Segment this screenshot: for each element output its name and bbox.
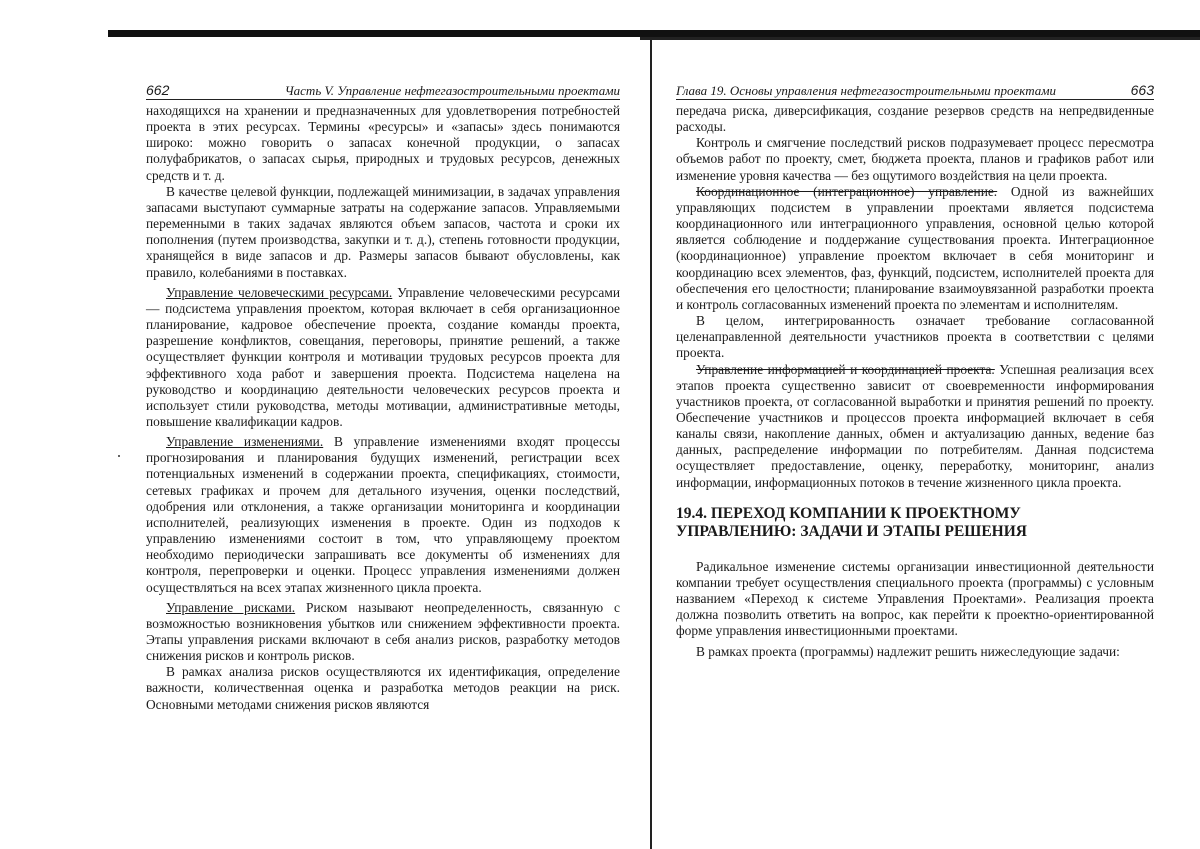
left-running-head [146,82,620,100]
left-page [146,82,620,713]
paragraph: находящихся на хранении и предназначенных для удовлетворения потребностей проекта в этих ресурсах. Термины «ресурсы» и «запасы» здесь понимаются широко: можно говорить о запасах конечной продукции, о запасах полуфабрикатов, о запасах сырья, природных и трудовых ресурсов, денежных средств и т. д. [146,103,620,183]
paragraph: В рамках проекта (программы) надлежит решить нижеследующие задачи: [696,643,1120,659]
scan-speck [118,455,120,457]
scan-top-edge [108,30,1200,37]
right-running-head-title: Глава 19. Основы управления нефтегазостроительными проектами [676,83,1057,98]
right-page-number: 663 [1130,82,1154,98]
right-running-head [676,82,1154,100]
term-heading: Управление изменениями. [166,434,324,450]
book-spine [650,40,652,849]
scan-top-edge-right [640,37,1200,40]
right-page [676,82,1154,660]
term-heading: Координационное (интеграционное) управление. [696,183,998,199]
term-heading: Управление рисками. [166,599,296,615]
paragraph: В целом, интегрированность означает требование согласованной целенаправленной деятельности участников проекта в соответствии с целями проекта. [676,313,1154,361]
paragraph: Управление информацией и координацией проекта. Успешная реализация всех этапов проекта существенно зависит от своевременности информирования участников проекта, от согласованной выработки и принятия решений по проекту. Обеспечение участников и процессов проекта информацией включает в себя каналы связи, накопление данных, обмен и актуализацию данных, ведение баз данных, распределение информации по потребителям. Данная подсистема осуществляет предоставление, оценку, переработку, мониторинг, анализ информации, информационных потоков в течение жизненного цикла проекта. [676,361,1155,490]
paragraph: Управление рисками. Риском называют неопределенность, связанную с возможностью возникновения убытков или снижением эффективности проекта. Этапы управления рисками включают в себя анализ рисков, разработку методов снижения рисков и контроль рисков. [146,599,620,664]
left-running-head-title: Часть V. Управление нефтегазостроительными проектами [284,83,620,98]
paragraph: Радикальное изменение системы организации инвестиционной деятельности компании требует осуществления специального проекта (программы) с условным названием «Переход к системе Управления Проектами». Реализация проекта должна позволить ответить на вопрос, как перейти к проектно-ориентированной форме управления инвестиционными проектами. [676,558,1154,639]
paragraph: Управление изменениями. В управление изменениями входят процессы прогнозирования и планирования будущих изменений, регистрации всех потенциальных изменений в содержании проекта, спецификациях, стоимости, сетевых графиках и прочем для детального изучения, оценки последствий, одобрения или отклонения, а также организации мониторинга и координации исполнителей, реализующих изменения в проекте. Один из подходов к управлению изменениями состоит в том, что управляющему проектом необходимо периодически запрашивать все документы об изменениях для контроля, перепроверки и оценки. Процесс управления изменениями должен осуществляться на всех этапах жизненного цикла проекта. [146,434,620,595]
paragraph: Координационное (интеграционное) управление. Одной из важнейших управляющих подсистем в управлении проектами является подсистема координационного или интеграционного управления, основной целью которой является соблюдение и поддержание существования проекта. Интеграционное (координационное) управление проектом включает в себя мониторинг и координацию всех элементов, фаз, функций, подсистем, исполнителей проекта для обеспечения его целостности; планирование взаимоувязанной разработки проекта и контроль согласованных изменений проекта по элементам и исполнителям. [676,183,1155,312]
left-page-number: 662 [146,82,170,98]
paragraph: Управление человеческими ресурсами. Управление человеческими ресурсами — подсистема управления проектом, которая включает в себя организационное планирование, кадровое обеспечение проекта, создание команды проекта, разрешение конфликтов, совещания, переговоры, принятие решений, а также осуществляет функции контроля и мотивации трудовых ресурсов проекта для эффективного хода работ и завершения проекта. Подсистема нацелена на руководство и координацию деятельности человеческих ресурсов проекта и использует стили руководства, методы мотивации, административные методы, повышение квалификации кадров. [146,284,620,429]
term-heading: Управление информацией и координацией проекта. [696,361,995,377]
paragraph: В качестве целевой функции, подлежащей минимизации, в задачах управления запасами выступают суммарные затраты на содержание запасов. Управляемыми переменными в таких задачах являются объем запасов, частота и сроки их пополнения (путем производства, закупки и т. д.), степень готовности продукции, хранящейся в виде запасов и др. Размеры запасов бывают обусловлены, как правило, колебаниями в поставках. [146,183,620,280]
paragraph: В рамках анализа рисков осуществляются их идентификация, определение важности, количественная оценка и разработка методов реакции на риск. Основными методами снижения рисков являются [146,664,620,712]
paragraph: Контроль и смягчение последствий рисков подразумевает процесс пересмотра объемов работ по проекту, смет, бюджета проекта, планов и графиков работ или изменение уровня качества — без ощутимого воздействия на цели проекта. [676,135,1154,183]
term-heading: Управление человеческими ресурсами. [166,284,393,300]
section-heading: 19.4. ПЕРЕХОД КОМПАНИИ К ПРОЕКТНОМУ УПРАВЛЕНИЮ: ЗАДАЧИ И ЭТАПЫ РЕШЕНИЯ [676,504,1027,540]
paragraph: передача риска, диверсификация, создание резервов средств на непредвиденные расходы. [676,103,1154,135]
